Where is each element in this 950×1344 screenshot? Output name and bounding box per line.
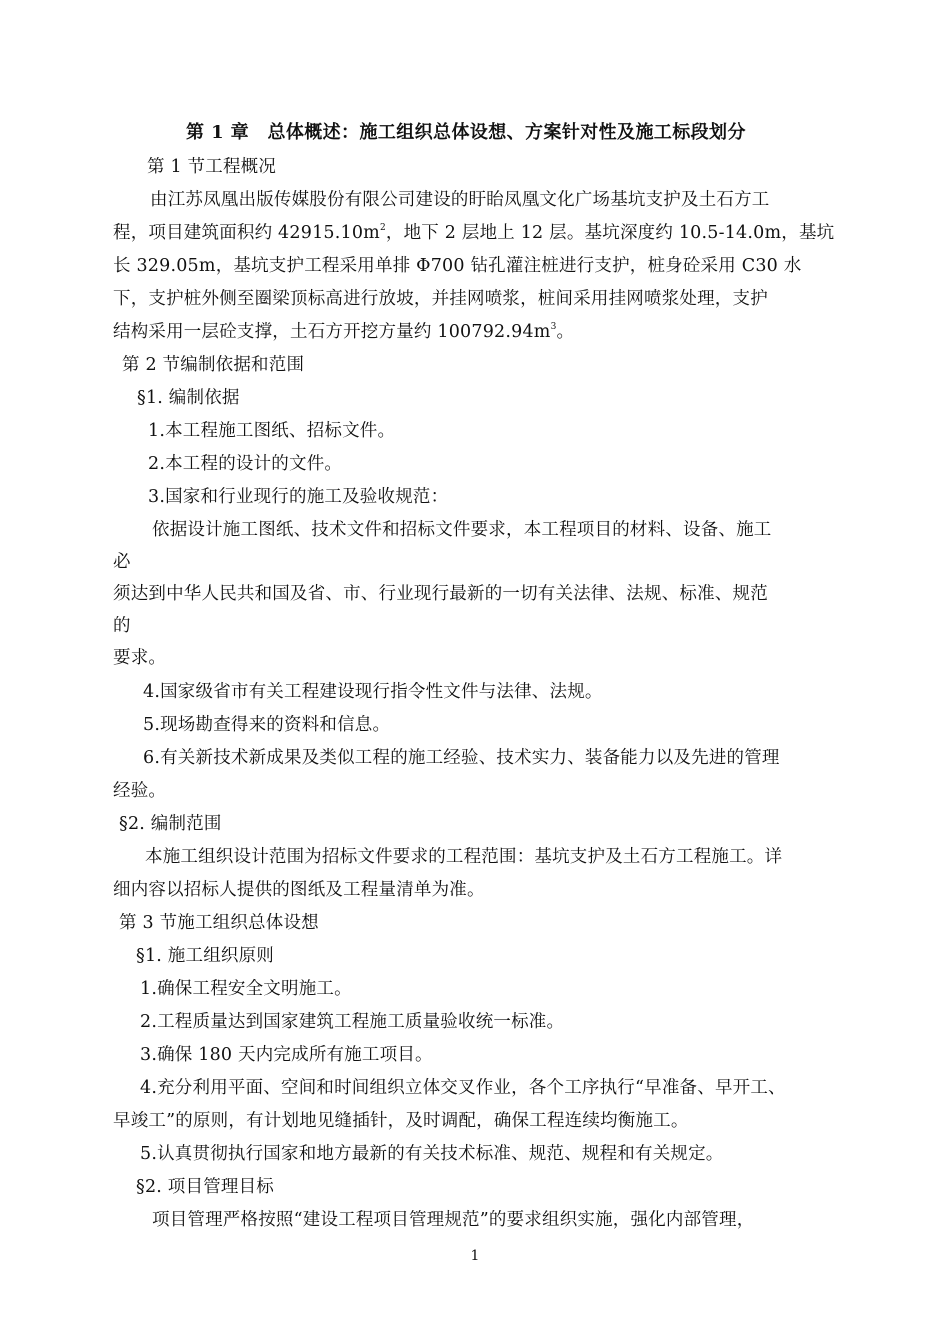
paragraph-line: 必 bbox=[113, 552, 131, 572]
paragraph-line: 细内容以招标人提供的图纸及工程量清单为准。 bbox=[113, 880, 485, 900]
paragraph-line: 由江苏凤凰出版传媒股份有限公司建设的盱眙凤凰文化广场基坑支护及土石方工 bbox=[150, 190, 770, 210]
subsection-heading: §2. 编制范围 bbox=[119, 814, 222, 834]
list-item: 5.现场勘查得来的资料和信息。 bbox=[143, 715, 391, 735]
paragraph-line: 依据设计施工图纸、技术文件和招标文件要求，本工程项目的材料、设备、施工 bbox=[152, 520, 772, 540]
subsection-heading: §2. 项目管理目标 bbox=[136, 1177, 275, 1197]
paragraph-line: 程，项目建筑面积约 $42915.10m^2$，地下 2 层地上 12 层。基坑深度约 10.5-14.0m，基坑 bbox=[113, 223, 835, 243]
paragraph-line: 本施工组织设计范围为招标文件要求的工程范围：基坑支护及土石方工程施工。详 bbox=[145, 847, 783, 867]
list-item: 经验。 bbox=[113, 781, 167, 801]
list-item: 4.国家级省市有关工程建设现行指令性文件与法律、法规。 bbox=[143, 682, 603, 702]
list-item: 早竣工”的原则，有计划地见缝插针，及时调配，确保工程连续均衡施工。 bbox=[113, 1111, 689, 1131]
subsection-heading: §1. 施工组织原则 bbox=[136, 946, 275, 966]
list-item: 2.本工程的设计的文件。 bbox=[148, 454, 343, 474]
paragraph-line: 项目管理严格按照“建设工程项目管理规范”的要求组织实施，强化内部管理， bbox=[152, 1210, 755, 1230]
section-heading: 第 2 节编制依据和范围 bbox=[122, 355, 305, 375]
list-item: 4.充分利用平面、空间和时间组织立体交叉作业，各个工序执行“早准备、早开工、 bbox=[140, 1078, 786, 1098]
subsection-heading: §1. 编制依据 bbox=[137, 388, 240, 408]
paragraph-line: 结构采用一层砼支撑，土石方开挖方量约 $100792.94m^3$。 bbox=[113, 322, 575, 342]
paragraph-line: 要求。 bbox=[113, 648, 167, 668]
section-heading: 第 1 节工程概况 bbox=[147, 157, 277, 177]
list-item: 6.有关新技术新成果及类似工程的施工经验、技术实力、装备能力以及先进的管理 bbox=[143, 748, 780, 768]
paragraph-line: 须达到中华人民共和国及省、市、行业现行最新的一切有关法律、法规、标准、规范 bbox=[113, 584, 768, 604]
paragraph-line: 长 329.05m，基坑支护工程采用单排 Φ700 钻孔灌注桩进行支护，桩身砼采用 C30 水 bbox=[113, 256, 802, 276]
paragraph-line: 下，支护桩外侧至圈梁顶标高进行放坡，并挂网喷浆，桩间采用挂网喷浆处理，支护 bbox=[113, 289, 768, 309]
list-item: 5.认真贯彻执行国家和地方最新的有关技术标准、规范、规程和有关规定。 bbox=[140, 1144, 724, 1164]
list-item: 2.工程质量达到国家建筑工程施工质量验收统一标准。 bbox=[140, 1012, 565, 1032]
chapter-title: 第 1 章 总体概述：施工组织总体设想、方案针对性及施工标段划分 bbox=[186, 122, 746, 143]
paragraph-line: 的 bbox=[113, 616, 131, 636]
list-item: 3.确保 180 天内完成所有施工项目。 bbox=[140, 1045, 433, 1065]
list-item: 1.本工程施工图纸、招标文件。 bbox=[148, 421, 396, 441]
section-heading: 第 3 节施工组织总体设想 bbox=[119, 913, 319, 933]
page-number: 1 bbox=[470, 1248, 480, 1264]
list-item: 1.确保工程安全文明施工。 bbox=[140, 979, 352, 999]
list-item: 3.国家和行业现行的施工及验收规范： bbox=[148, 487, 449, 507]
